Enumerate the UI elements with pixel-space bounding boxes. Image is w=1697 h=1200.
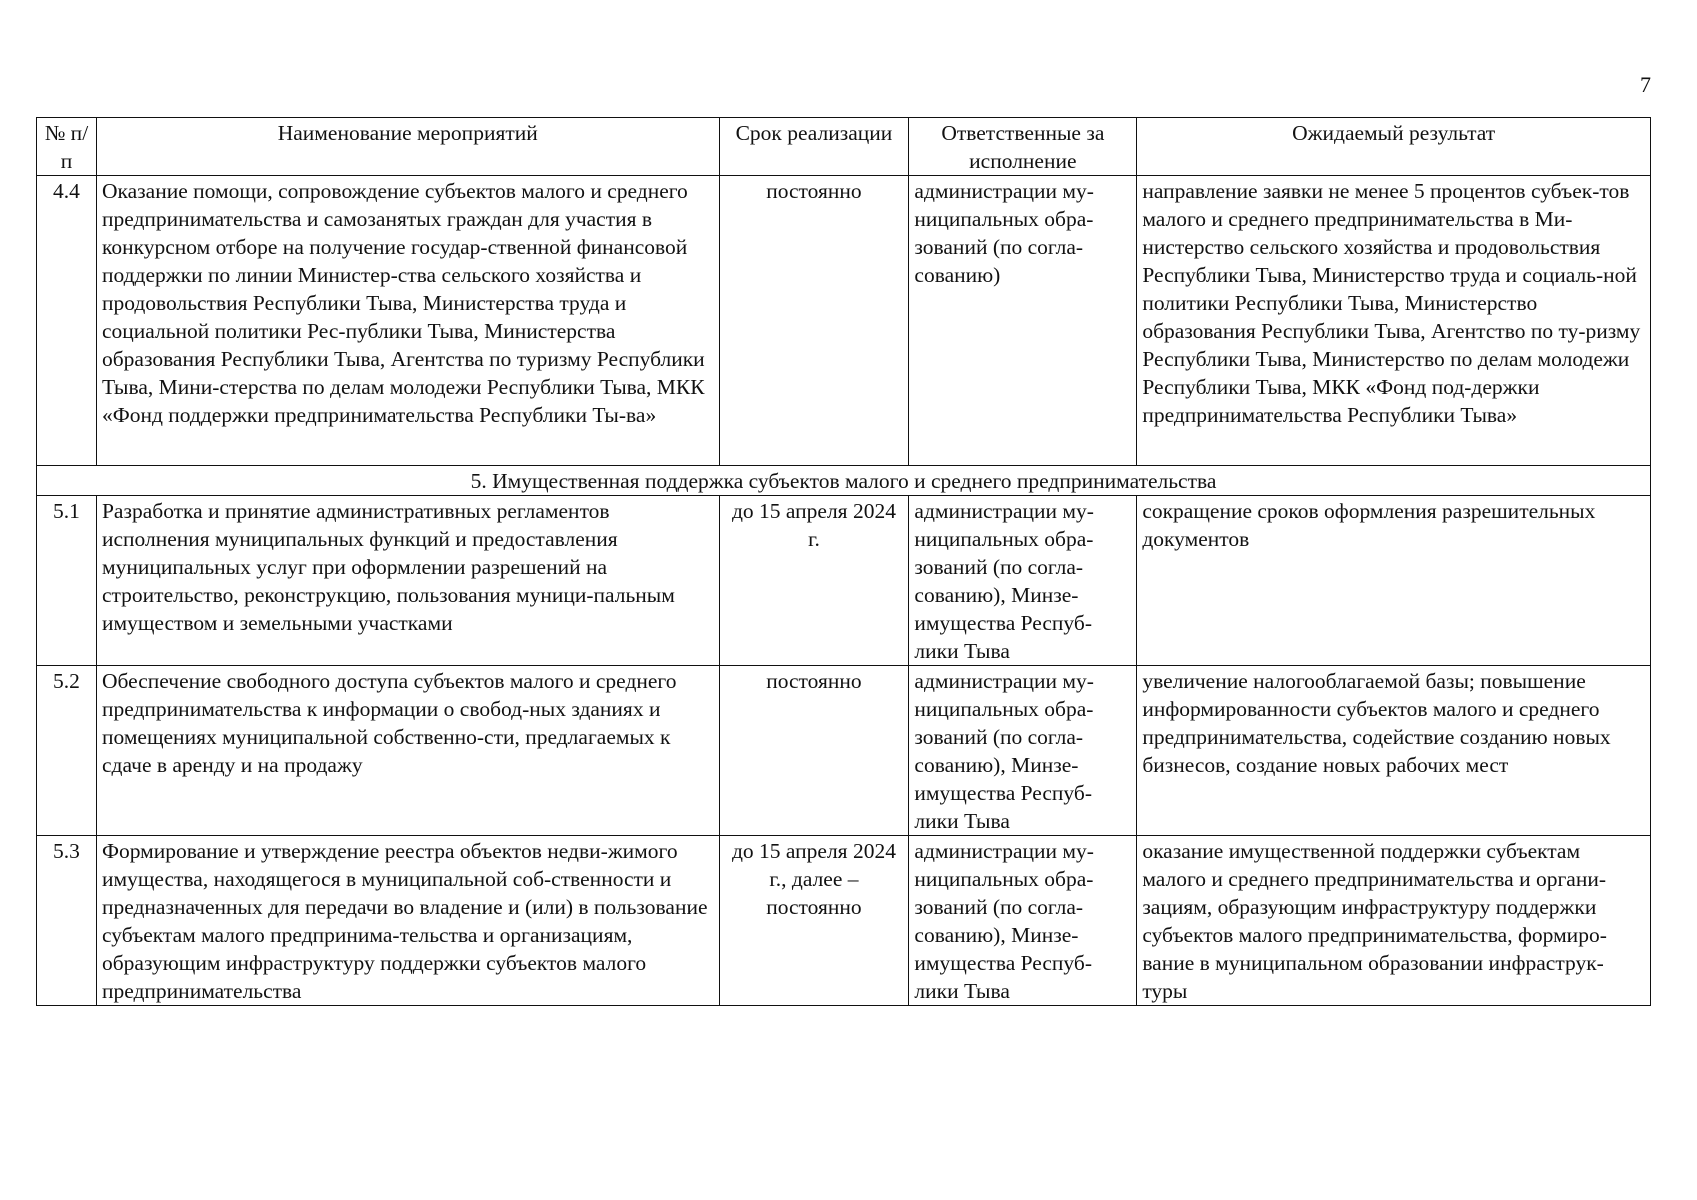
table-row xyxy=(37,666,1651,836)
row-term: постоянно xyxy=(719,666,909,836)
row-result: направление заявки не менее 5 процентов субъек-тов малого и среднего предпринимательства в Ми-нистерство сельского хозяйства и продовольствия Республики Тыва, Министерство труда и социаль-ной политики Республики Тыва, Министерство образования Республики Тыва, Агентство по ту-ризму Республики Тыва, Министерство по делам молодежи Республики Тыва, МКК «Фонд под-держки предпринимательства Республики Тыва» xyxy=(1137,176,1651,466)
section-row xyxy=(37,466,1651,496)
page-number: 7 xyxy=(1640,72,1651,97)
header-num: № п/п xyxy=(37,118,97,176)
row-num: 5.2 xyxy=(37,666,97,836)
row-result: оказание имущественной поддержки субъектам малого и среднего предпринимательства и органи-зациям, образующим инфраструктуру поддержки субъектов малого предпринимательства, формиро-вание в муниципальном образовании инфраструк-туры xyxy=(1137,836,1651,1006)
action-plan-table xyxy=(36,117,1651,1006)
row-result: увеличение налогооблагаемой базы; повышение информированности субъектов малого и среднего предпринимательства, содействие созданию новых бизнесов, создание новых рабочих мест xyxy=(1137,666,1651,836)
row-num: 5.3 xyxy=(37,836,97,1006)
row-name: Оказание помощи, сопровождение субъектов малого и среднего предпринимательства и самозанятых граждан для участия в конкурсном отборе на получение государ-ственной финансовой поддержки по линии Министер-ства сельского хозяйства и продовольствия Республики Тыва, Министерства труда и социальной политики Рес-публики Тыва, Министерства образования Республики Тыва, Агентства по туризму Республики Тыва, Мини-стерства по делам молодежи Республики Тыва, МКК «Фонд поддержки предпринимательства Республики Ты-ва» xyxy=(96,176,719,466)
header-name: Наименование мероприятий xyxy=(96,118,719,176)
row-responsible: администрации му-ниципальных обра-зований (по согла-сованию), Минзе-имущества Респуб-лики Тыва xyxy=(909,496,1137,666)
row-num: 4.4 xyxy=(37,176,97,466)
row-name: Формирование и утверждение реестра объектов недви-жимого имущества, находящегося в муниципальной соб-ственности и предназначенных для передачи во владение и (или) в пользование субъектам малого предпринима-тельства и организациям, образующим инфраструктуру поддержки субъектов малого предпринимательства xyxy=(96,836,719,1006)
row-name: Обеспечение свободного доступа субъектов малого и среднего предпринимательства к информации о свобод-ных зданиях и помещениях муниципальной собственно-сти, предлагаемых к сдаче в аренду и на продажу xyxy=(96,666,719,836)
header-result: Ожидаемый результат xyxy=(1137,118,1651,176)
row-responsible: администрации му-ниципальных обра-зований (по согла-сованию), Минзе-имущества Респуб-лики Тыва xyxy=(909,666,1137,836)
row-term: до 15 апреля 2024 г., далее – постоянно xyxy=(719,836,909,1006)
row-result: сокращение сроков оформления разрешительных документов xyxy=(1137,496,1651,666)
row-name: Разработка и принятие административных регламентов исполнения муниципальных функций и предоставления муниципальных услуг при оформлении разрешений на строительство, реконструкцию, пользования муници-пальным имуществом и земельными участками xyxy=(96,496,719,666)
header-responsible: Ответственные за исполнение xyxy=(909,118,1137,176)
table-header-row xyxy=(37,118,1651,176)
table-row xyxy=(37,176,1651,466)
table-row xyxy=(37,836,1651,1006)
row-responsible: администрации му-ниципальных обра-зований (по согла-сованию), Минзе-имущества Респуб-лики Тыва xyxy=(909,836,1137,1006)
section-title: 5. Имущественная поддержка субъектов малого и среднего предпринимательства xyxy=(37,466,1651,496)
table-row xyxy=(37,496,1651,666)
header-term: Срок реализации xyxy=(719,118,909,176)
row-responsible: администрации му-ниципальных обра-зований (по согла-сованию) xyxy=(909,176,1137,466)
row-num: 5.1 xyxy=(37,496,97,666)
row-term: до 15 апреля 2024 г. xyxy=(719,496,909,666)
row-term: постоянно xyxy=(719,176,909,466)
